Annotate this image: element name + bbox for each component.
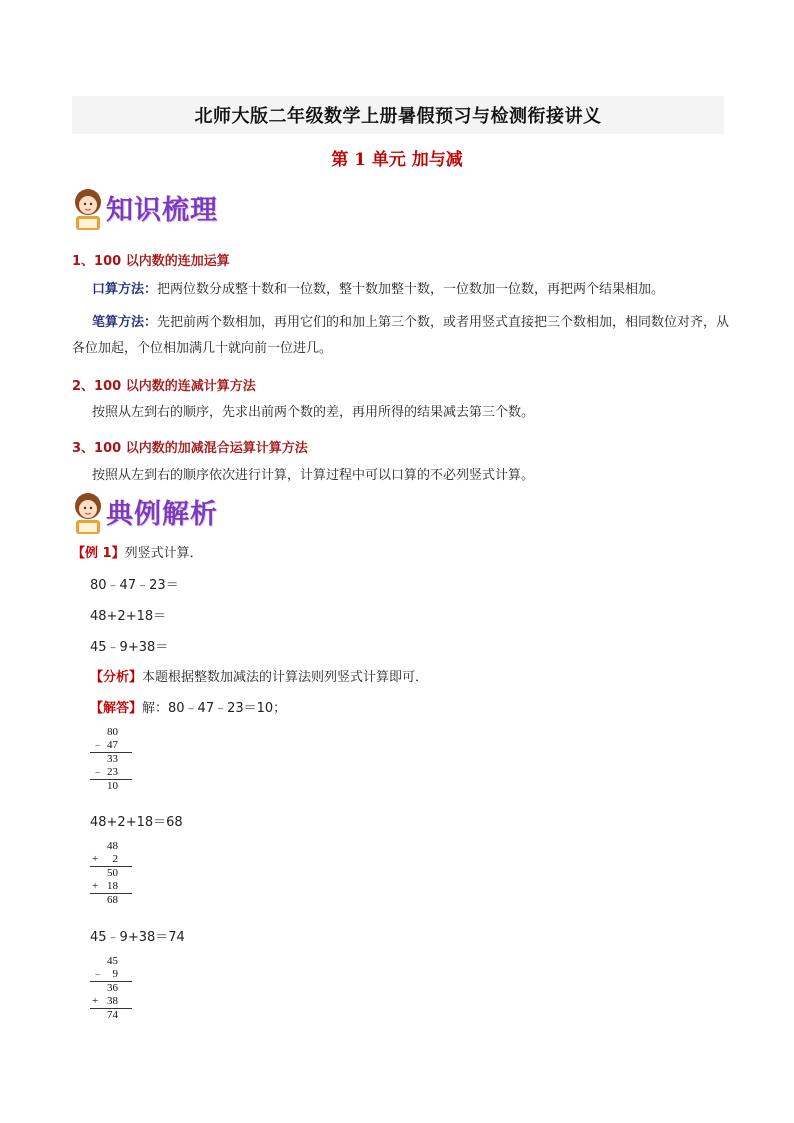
vertical-row xyxy=(90,753,132,766)
result-2: 48+2+18＝68 xyxy=(90,815,183,830)
problem-3: 45﹣9+38＝ xyxy=(90,640,169,655)
vertical-row xyxy=(90,955,132,968)
para-3 xyxy=(72,463,732,489)
operand: 47 xyxy=(107,739,118,751)
operator: ﹣ xyxy=(92,968,103,980)
vertical-row xyxy=(90,840,132,853)
operand: 2 xyxy=(112,853,118,865)
result-3: 45﹣9+38＝74 xyxy=(90,930,185,945)
para-1b-label: 笔算方法： xyxy=(92,315,158,330)
heading-1: 1、100 以内数的连加运算 xyxy=(72,254,230,269)
para-1a-label: 口算方法： xyxy=(92,282,158,297)
example-banner-text: 典例解析 xyxy=(106,499,218,530)
operator: + xyxy=(92,880,99,892)
operand: 33 xyxy=(107,753,118,765)
operand: 50 xyxy=(107,867,118,879)
heading-2: 2、100 以内数的连减计算方法 xyxy=(72,379,256,394)
vertical-row xyxy=(90,880,132,893)
example-banner xyxy=(70,490,290,540)
analysis-line xyxy=(90,666,428,685)
answer-line xyxy=(90,697,286,716)
operator: + xyxy=(92,995,99,1007)
vertical-row xyxy=(90,726,132,739)
para-1b xyxy=(72,310,732,362)
para-2 xyxy=(72,400,732,426)
operand: 38 xyxy=(107,995,118,1007)
operand: 48 xyxy=(107,840,118,852)
knowledge-banner xyxy=(70,186,290,236)
heading-3: 3、100 以内数的加减混合运算计算方法 xyxy=(72,441,308,456)
unit-title: 第 1 单元 加与减 xyxy=(331,150,463,170)
vertical-row xyxy=(90,1009,132,1022)
operator: + xyxy=(92,853,99,865)
vertical-row xyxy=(90,982,132,995)
para-3-text: 按照从左到右的顺序依次进行计算，计算过程中可以口算的不必列竖式计算。 xyxy=(92,468,535,483)
vertical-row xyxy=(90,780,132,793)
para-1b-text: 先把前两个数相加，再用它们的和加上第三个数，或者用竖式直接把三个数相加，相同数位对齐，从各位加起，个位相加满几十就向前一位进几。 xyxy=(72,315,730,356)
operand: 18 xyxy=(107,880,118,892)
operand: 36 xyxy=(107,982,118,994)
operand: 45 xyxy=(107,955,118,967)
problem-1: 80﹣47﹣23＝ xyxy=(90,578,179,593)
student-avatar-icon xyxy=(70,186,106,232)
para-1a-text: 把两位数分成整十数和一位数，整十数加整十数，一位数加一位数，再把两个结果相加。 xyxy=(157,282,665,297)
knowledge-banner-text: 知识梳理 xyxy=(106,195,218,226)
vertical-row xyxy=(90,867,132,880)
answer-tag: 【解答】 xyxy=(90,701,143,716)
example-prompt-text: 列竖式计算． xyxy=(124,546,203,561)
student-avatar-icon xyxy=(70,490,106,536)
vertical-row xyxy=(90,853,132,866)
operand: 10 xyxy=(107,780,118,792)
example-tag: 【例 1】 xyxy=(72,546,125,561)
operand: 23 xyxy=(107,766,118,778)
operand: 68 xyxy=(107,894,118,906)
operand: 74 xyxy=(107,1009,118,1021)
vertical-row xyxy=(90,766,132,779)
vertical-row xyxy=(90,739,132,752)
operator: ﹣ xyxy=(92,739,103,751)
para-2-text: 按照从左到右的顺序，先求出前两个数的差，再用所得的结果减去第三个数。 xyxy=(92,405,535,420)
operand: 80 xyxy=(107,726,118,738)
analysis-tag: 【分析】 xyxy=(90,670,143,685)
analysis-text: 本题根据整数加减法的计算法则列竖式计算即可． xyxy=(142,670,429,685)
vertical-row xyxy=(90,894,132,907)
answer-intro: 解：80﹣47﹣23＝10； xyxy=(142,701,287,716)
problem-2: 48+2+18＝ xyxy=(90,609,167,624)
para-1a xyxy=(72,277,732,303)
vertical-row xyxy=(90,968,132,981)
document-header: 北师大版二年级数学上册暑假预习与检测衔接讲义 xyxy=(72,96,724,134)
example-prompt xyxy=(72,542,203,561)
operator: ﹣ xyxy=(92,766,103,778)
operand: 9 xyxy=(112,968,118,980)
vertical-row xyxy=(90,995,132,1008)
